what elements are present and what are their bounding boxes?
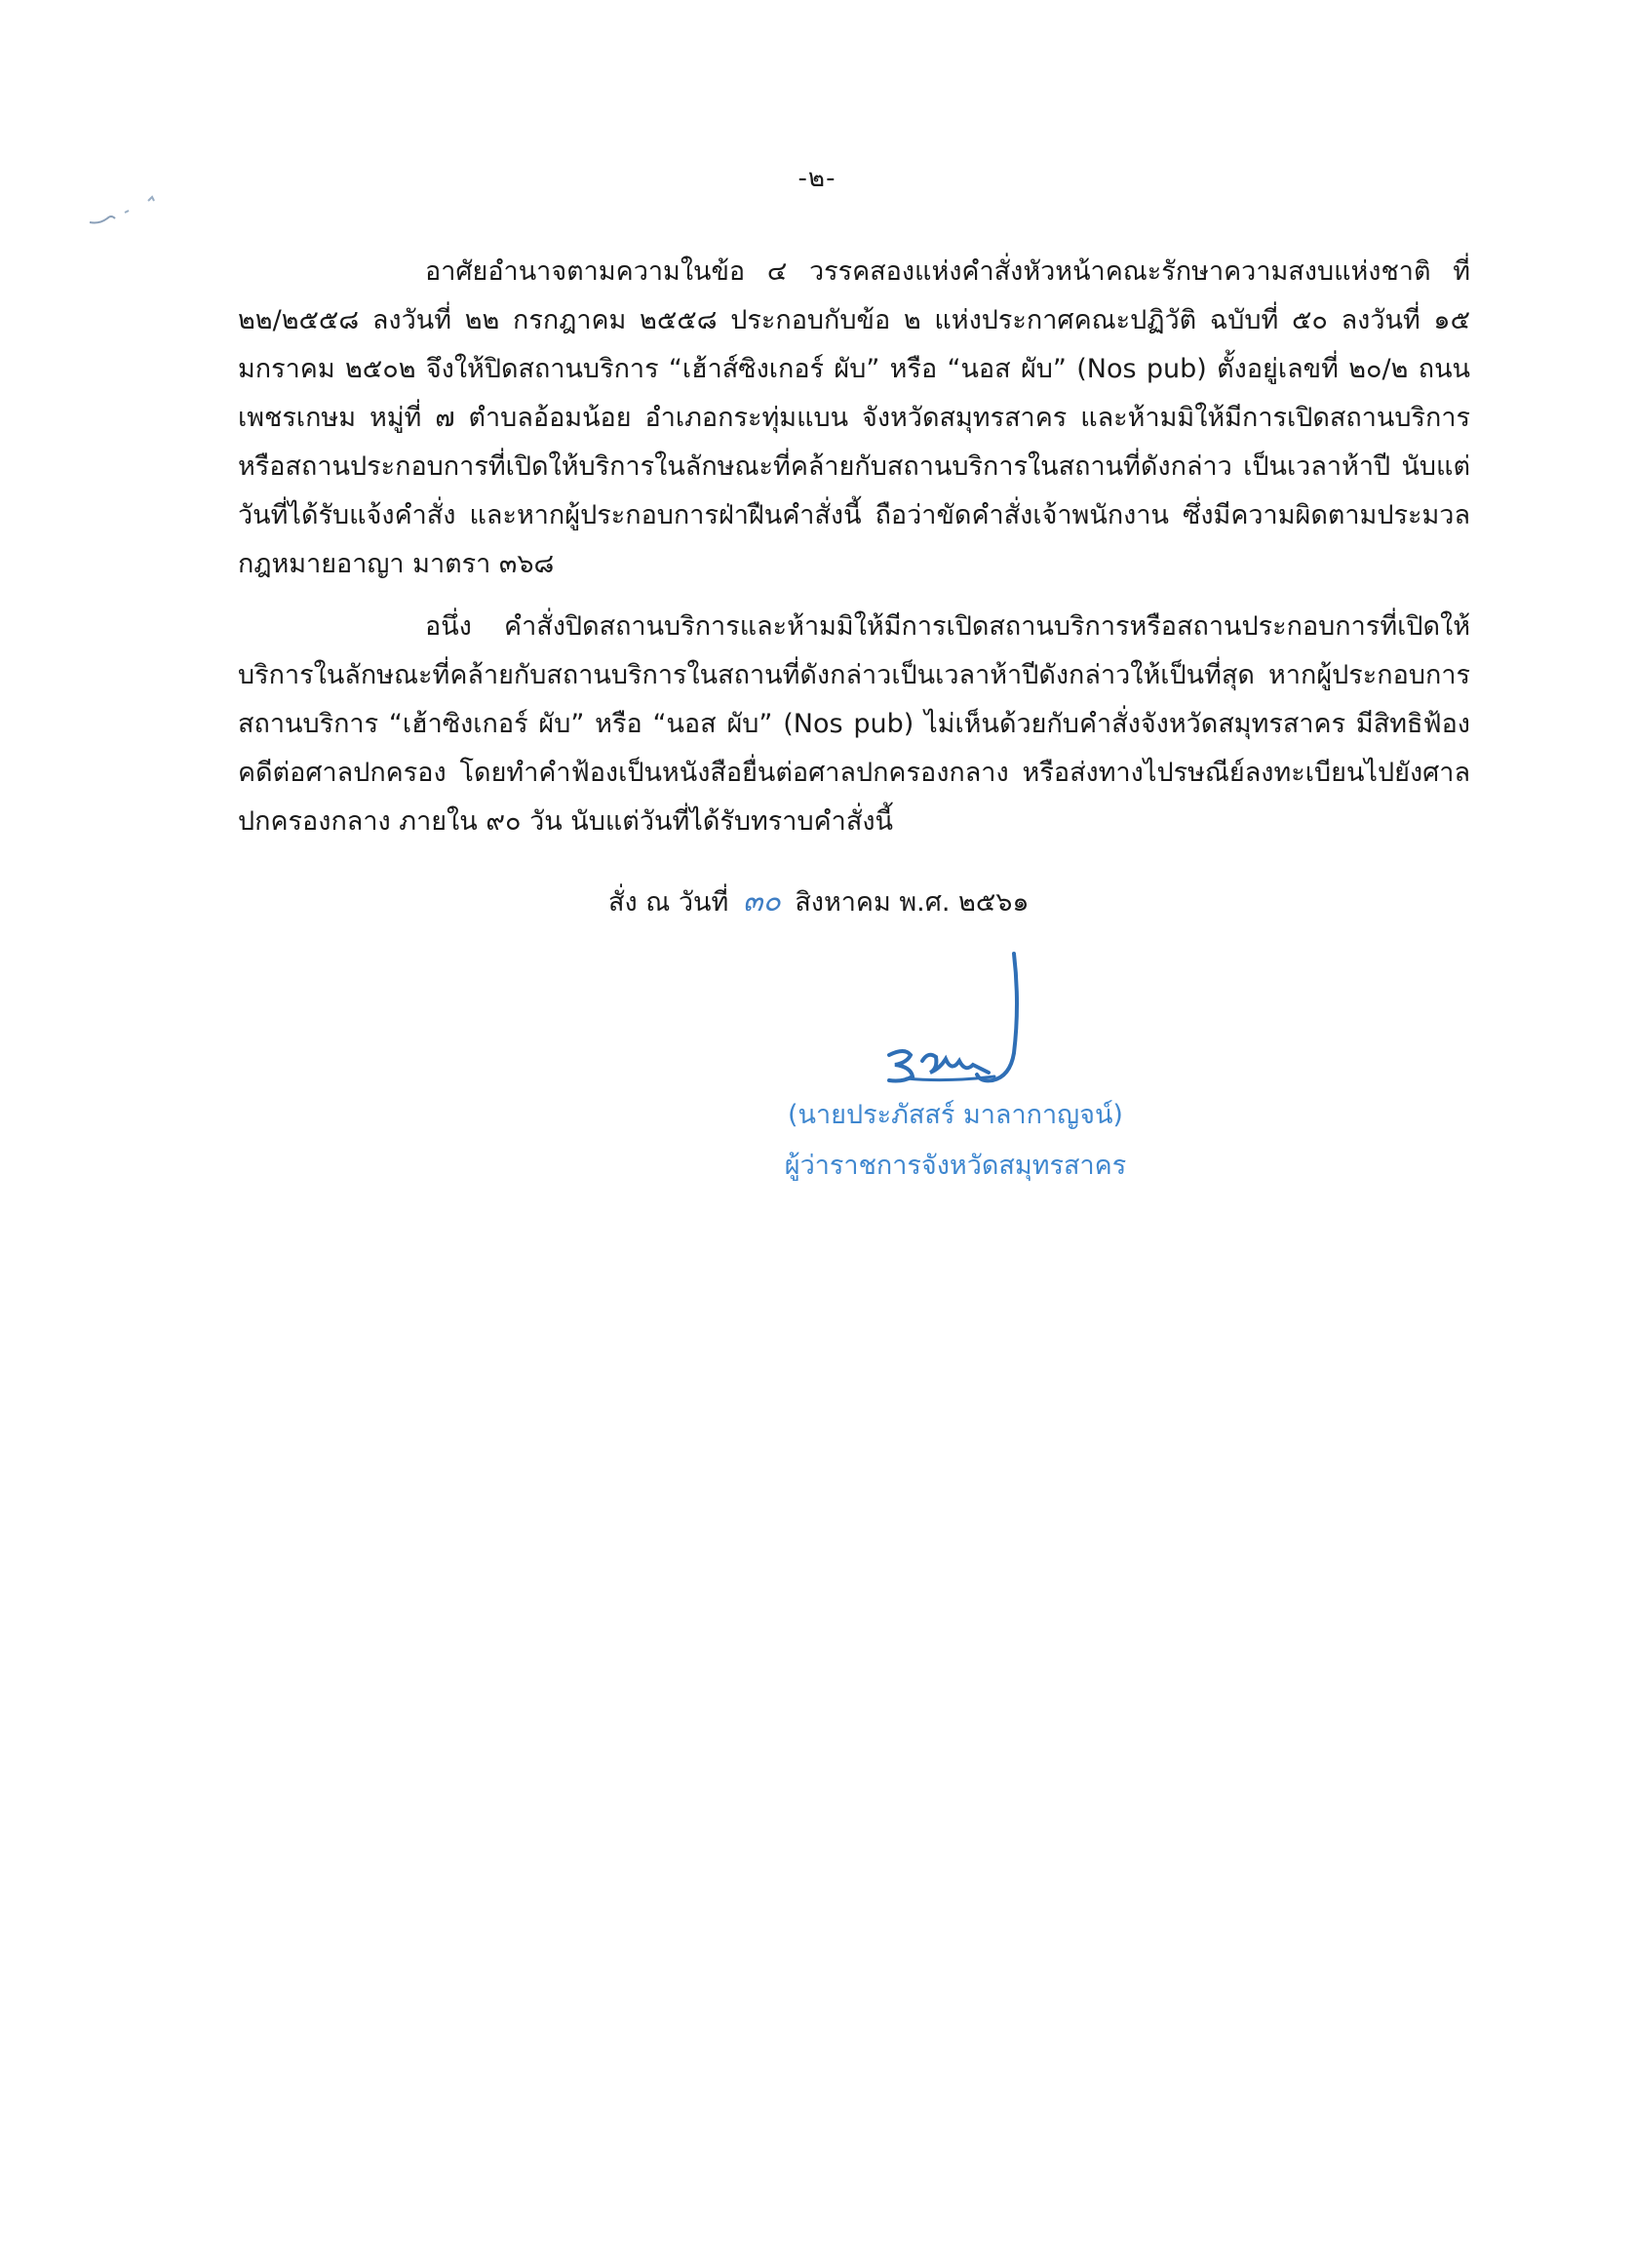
page-number: -๒- — [798, 164, 836, 193]
signer-position: ผู้ว่าราชการจังหวัดสมุทรสาคร — [784, 1151, 1127, 1181]
signer-name: (นายประภัสสร์ มาลากาญจน์) — [788, 1100, 1123, 1130]
signature — [868, 946, 1043, 1112]
margin-handwritten-mark — [86, 185, 164, 234]
order-paragraph: อาศัยอำนาจตามความในข้อ ๔ วรรคสองแห่งคำสั่งหัวหน้าคณะรักษาความสงบแห่งชาติ ที่ ๒๒/๒๕๕๘ ลงวันที่ ๒๒ กรกฎาคม ๒๕๕๘ ประกอบกับข้อ ๒ แห่งประกาศคณะปฏิวัติ ฉบับที่ ๕๐ ลงวันที่ ๑๕ มกราคม ๒๕๐๒ จึงให้ปิดสถานบริการ “เฮ้าส์ซิงเกอร์ ผับ” หรือ “นอส ผับ” (Nos pub) ตั้งอยู่เลขที่ ๒๐/๒ ถนนเพชรเกษม หมู่ที่ ๗ ตำบลอ้อมน้อย อำเภอกระทุ่มแบน จังหวัดสมุทรสาคร และห้ามมิให้มีการเปิดสถานบริการหรือสถานประกอบการที่เปิดให้บริการในลักษณะที่คล้ายกับสถานบริการในสถานที่ดังกล่าว เป็นเวลาห้าปี นับแต่วันที่ได้รับแจ้งคำสั่ง และหากผู้ประกอบการฝ่าฝืนคำสั่งนี้ ถือว่าขัดคำสั่งเจ้าพนักงาน ซึ่งมีความผิดตามประมวลกฎหมายอาญา มาตรา ๓๖๘ — [238, 256, 1470, 579]
date-suffix: สิงหาคม พ.ศ. ๒๕๖๑ — [795, 887, 1030, 918]
order-date-line — [608, 878, 1030, 927]
date-day-handwritten: ๓๐ — [742, 884, 781, 919]
date-prefix: สั่ง ณ วันที่ — [608, 887, 729, 918]
appeal-paragraph: อนึ่ง คำสั่งปิดสถานบริการและห้ามมิให้มีการเปิดสถานบริการหรือสถานประกอบการที่เปิดให้บริการในลักษณะที่คล้ายกับสถานบริการในสถานที่ดังกล่าวเป็นเวลาห้าปีดังกล่าวให้เป็นที่สุด หากผู้ประกอบการสถานบริการ “เฮ้าซิงเกอร์ ผับ” หรือ “นอส ผับ” (Nos pub) ไม่เห็นด้วยกับคำสั่งจังหวัดสมุทรสาคร มีสิทธิฟ้องคดีต่อศาลปกครอง โดยทำคำฟ้องเป็นหนังสือยื่นต่อศาลปกครองกลาง หรือส่งทางไปรษณีย์ลงทะเบียนไปยังศาลปกครองกลาง ภายใน ๙๐ วัน นับแต่วันที่ได้รับทราบคำสั่งนี้ — [238, 611, 1470, 837]
